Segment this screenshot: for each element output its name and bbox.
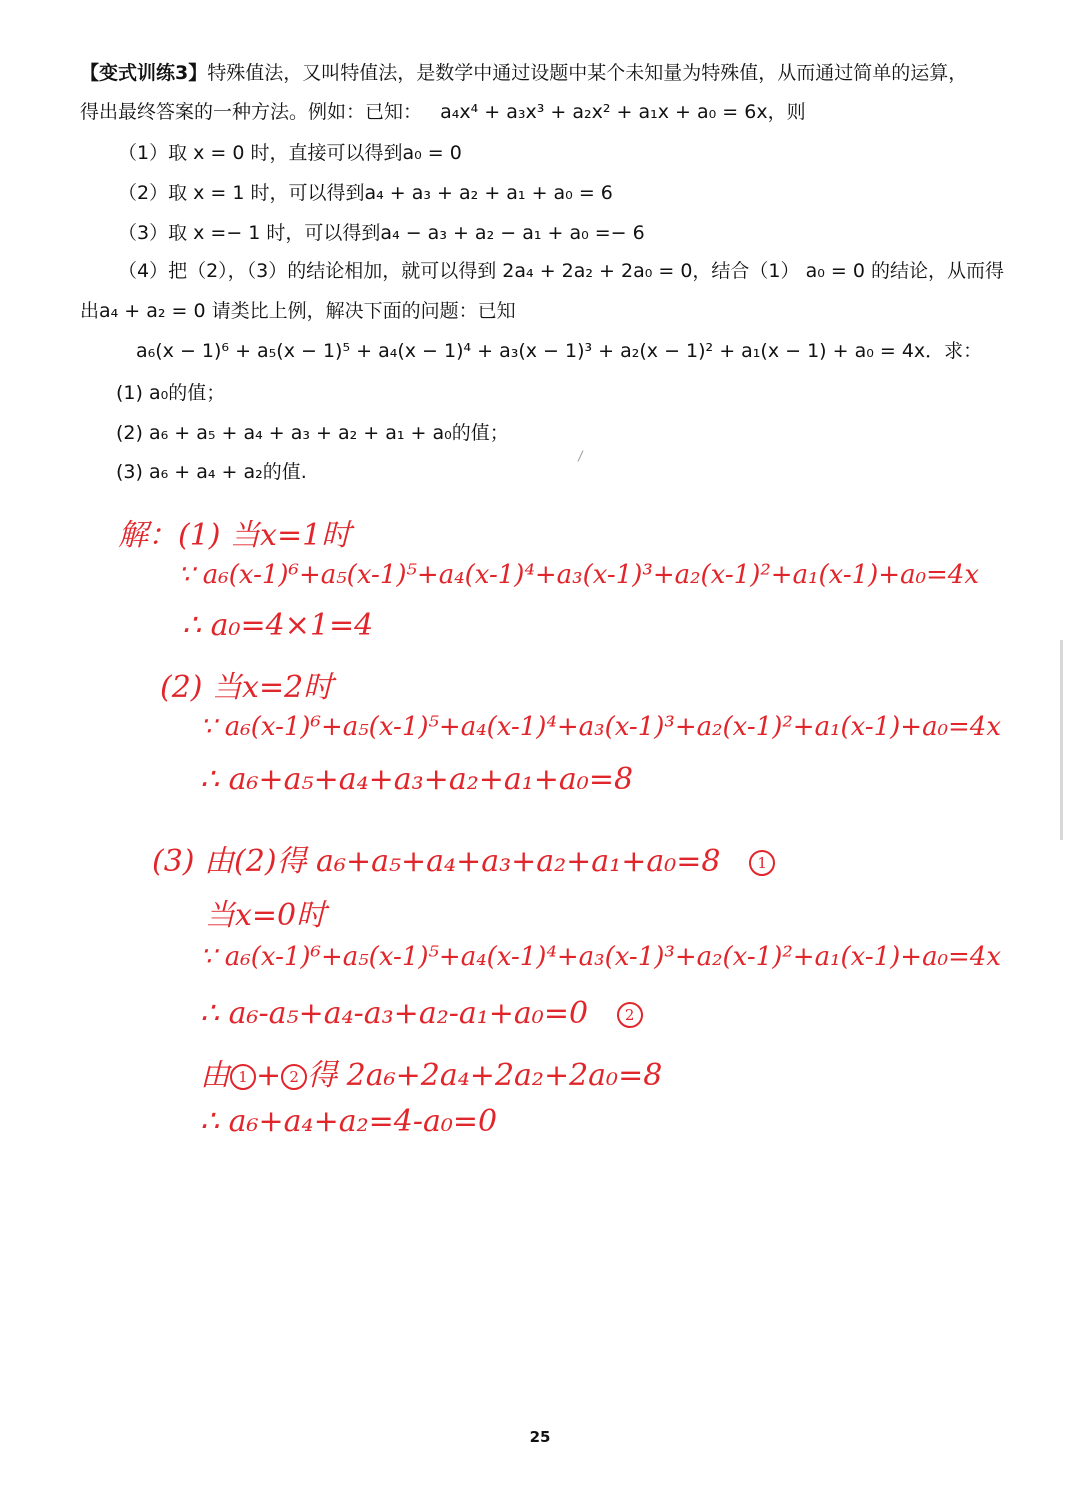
circled-ref-1: 1 [230,1064,256,1090]
circled-ref-2: 2 [281,1064,307,1090]
example-equation: a₄x⁴ + a₃x³ + a₂x² + a₁x + a₀ = 6x，则 [440,101,806,123]
question-2: (2) a₆ + a₅ + a₄ + a₃ + a₂ + a₁ + a₀的值； [116,422,509,444]
stray-pen-mark [578,450,584,461]
solution-part3-case: 当x=0时 [205,898,327,933]
problem-intro-line-2 [80,99,806,125]
solution-part2-result: ∴ a₆+a₅+a₄+a₃+a₂+a₁+a₀=8 [200,762,634,797]
solution-part3-result: ∴ a₆+a₄+a₂=4-a₀=0 [200,1104,498,1139]
question-1: (1) a₀的值； [116,382,226,404]
combine-plus: + [256,1058,282,1093]
problem-intro-line [80,60,967,86]
solution-part1-because: ∵ a₆(x-1)⁶+a₅(x-1)⁵+a₄(x-1)⁴+a₃(x-1)³+a₂(x-1)²+a₁(x-1)+a₀=4x [178,560,980,590]
circled-number-2: 2 [617,1002,643,1028]
page-number: 25 [529,1428,551,1446]
problem-label: 【变式训练3】 [80,62,208,84]
solution-part3-because: ∵ a₆(x-1)⁶+a₅(x-1)⁵+a₄(x-1)⁴+a₃(x-1)³+a₂(x-1)²+a₁(x-1)+a₀=4x [200,942,1002,972]
question-3: (3) a₆ + a₄ + a₂的值. [116,461,307,483]
solution-part2-header: (2) 当x=2时 [160,670,334,705]
part3-equation-2-text: ∴ a₆-a₅+a₄-a₃+a₂-a₁+a₀=0 [200,996,589,1031]
solution-part1-header: 解：(1) 当x=1时 [118,518,352,553]
solution-part2-because: ∵ a₆(x-1)⁶+a₅(x-1)⁵+a₄(x-1)⁴+a₃(x-1)³+a₂(x-1)²+a₁(x-1)+a₀=4x [200,712,1002,742]
part3-equation-1: (3) 由(2)得 a₆+a₅+a₄+a₃+a₂+a₁+a₀=8 [152,844,721,879]
example-conclusion: 出a₄ + a₂ = 0 请类比上例，解决下面的问题：已知 [80,300,516,322]
example-step-2: （2）取 x = 1 时，可以得到a₄ + a₃ + a₂ + a₁ + a₀ = 6 [118,182,613,204]
circled-number-1: 1 [749,850,775,876]
example-step-3: （3）取 x =− 1 时，可以得到a₄ − a₃ + a₂ − a₁ + a₀ =− 6 [118,222,645,244]
combine-equation: 得 2a₆+2a₄+2a₂+2a₀=8 [307,1058,663,1093]
solution-part3-combine [200,1050,662,1094]
combine-prefix: 由 [200,1058,230,1093]
solution-part3-header [152,836,775,880]
example-step-1: （1）取 x = 0 时，直接可以得到a₀ = 0 [118,142,462,164]
solution-part1-result: ∴ a₀=4×1=4 [182,608,374,643]
intro-text-2: 得出最终答案的一种方法。例如：已知： [80,101,423,123]
example-step-4: （4）把（2），（3）的结论相加，就可以得到 2a₄ + 2a₂ + 2a₀ = 0，结合（1） a₀ = 0 的结论，从而得 [118,260,1004,282]
given-equation: a₆(x − 1)⁶ + a₅(x − 1)⁵ + a₄(x − 1)⁴ + a₃(x − 1)³ + a₂(x − 1)² + a₁(x − 1) + a₀ = 4x．求： [136,340,983,362]
solution-part3-equation-2 [200,996,643,1031]
problem-intro-text: 特殊值法，又叫特值法，是数学中通过设题中某个未知量为特殊值，从而通过简单的运算， [207,62,968,84]
scan-edge-shadow [1060,640,1063,840]
